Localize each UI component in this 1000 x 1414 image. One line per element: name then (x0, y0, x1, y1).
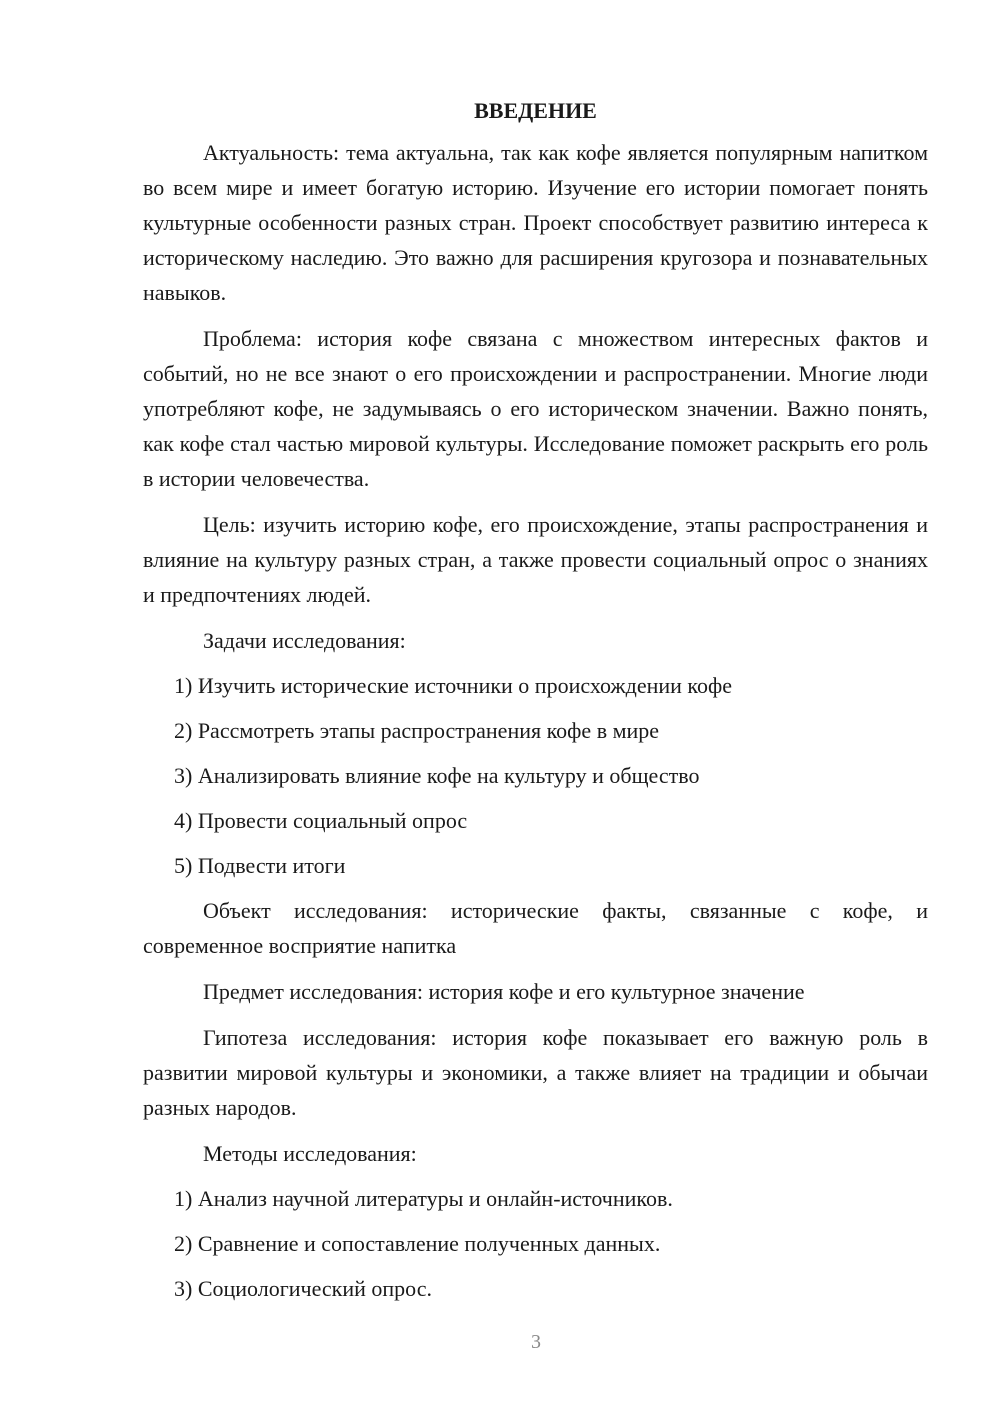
method-item-2: 2) Сравнение и сопоставление полученных данных. (174, 1231, 661, 1256)
page-number: 3 (531, 1331, 541, 1353)
hypothesis-paragraph: Гипотеза исследования: история кофе показывает его важную роль в развитии мировой культуры и экономики, а также влияет на традиции и обычаи разных народов. (143, 1025, 928, 1120)
task-item-3: 3) Анализировать влияние кофе на культуру и общество (174, 763, 700, 788)
methods-heading: Методы исследования: (203, 1141, 417, 1166)
task-item-2: 2) Рассмотреть этапы распространения кофе в мире (174, 718, 660, 743)
tasks-heading: Задачи исследования: (203, 628, 406, 653)
subject-paragraph: Предмет исследования: история кофе и его культурное значение (203, 979, 805, 1004)
relevance-paragraph: Актуальность: тема актуальна, так как кофе является популярным напитком во всем мире и имеет богатую историю. Изучение его истории помогает понять культурные особенности разных стран. Проект способствует развитию интереса к историческому наследию. Это важно для расширения кругозора и познавательных навыков. (143, 140, 928, 305)
method-item-3: 3) Социологический опрос. (174, 1276, 432, 1301)
task-item-4: 4) Провести социальный опрос (174, 808, 468, 833)
task-item-5: 5) Подвести итоги (174, 853, 346, 878)
page-title: ВВЕДЕНИЕ (474, 98, 597, 123)
object-paragraph: Объект исследования: исторические факты, связанные с кофе, и современное восприятие напитка (143, 898, 928, 958)
page-content (143, 96, 928, 1316)
problem-paragraph: Проблема: история кофе связана с множеством интересных фактов и событий, но не все знают о его происхождении и распространении. Многие люди употребляют кофе, не задумываясь о его историческом значении. Важно понять, как кофе стал частью мировой культуры. Исследование поможет раскрыть его роль в истории человечества. (143, 326, 928, 491)
goal-paragraph: Цель: изучить историю кофе, его происхождение, этапы распространения и влияние на культуру разных стран, а также провести социальный опрос о знаниях и предпочтениях людей. (143, 512, 928, 607)
method-item-1: 1) Анализ научной литературы и онлайн-источников. (174, 1186, 673, 1211)
task-item-1: 1) Изучить исторические источники о происхождении кофе (174, 673, 733, 698)
